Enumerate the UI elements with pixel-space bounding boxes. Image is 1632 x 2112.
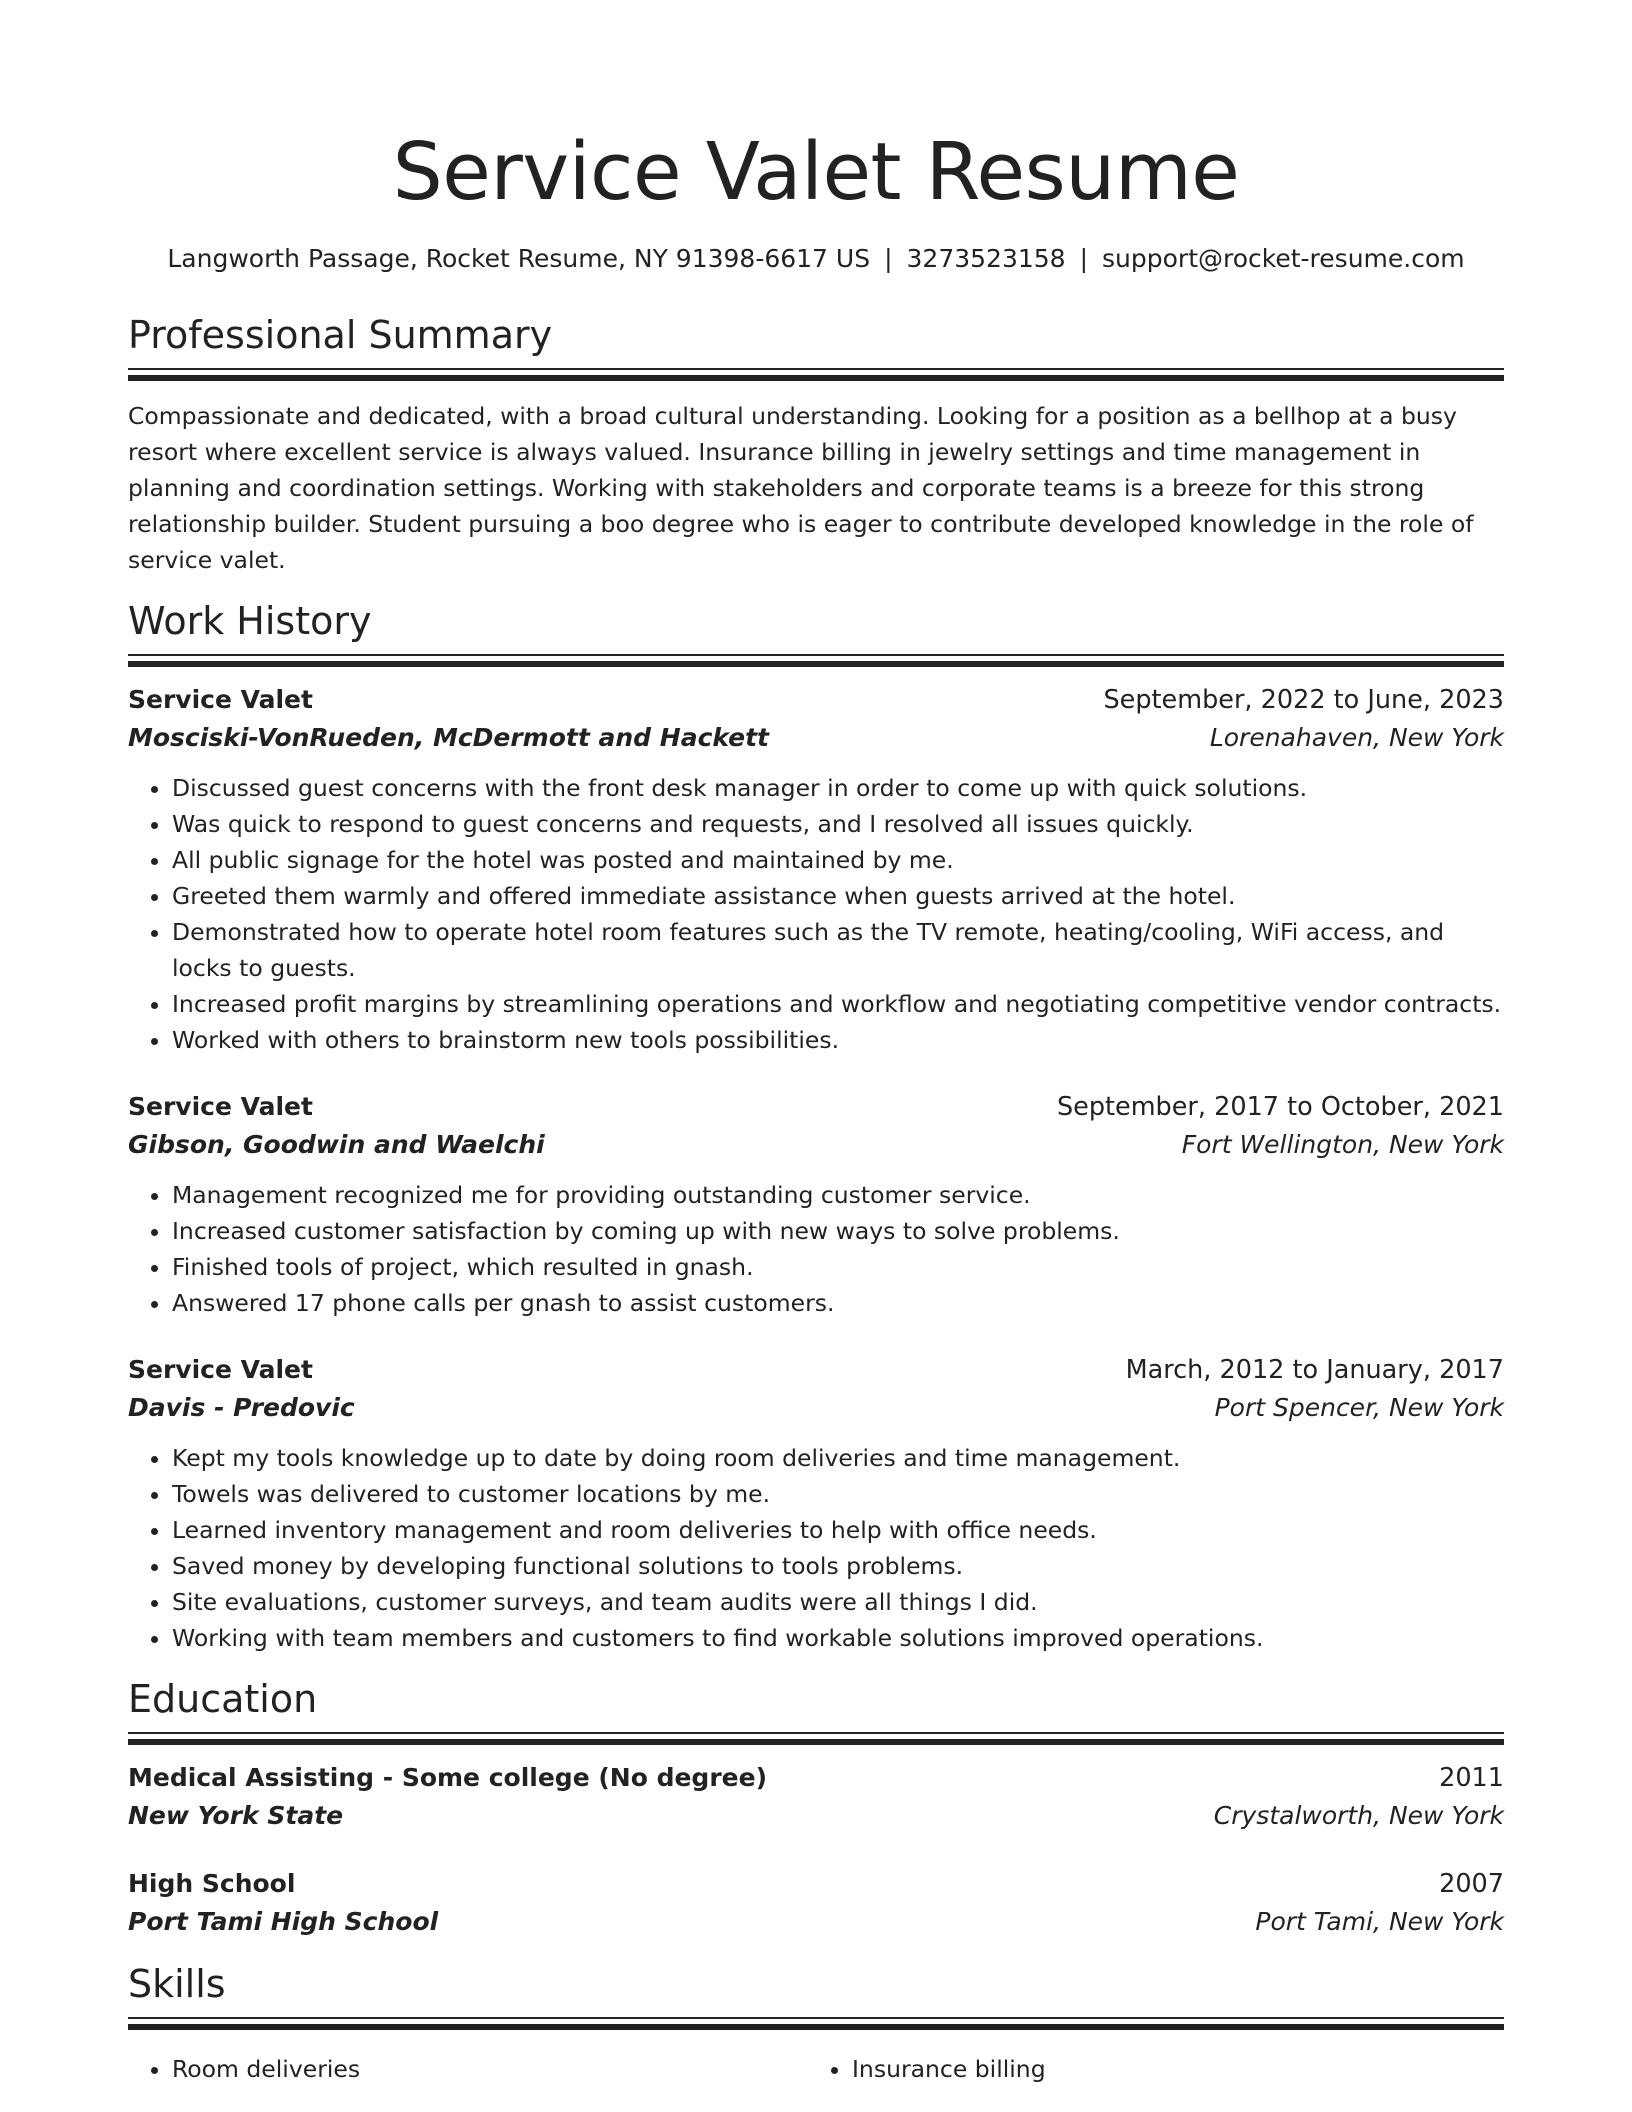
skills-column-left <box>128 2038 808 2087</box>
skills-list <box>808 2051 1488 2087</box>
job-entry <box>128 681 1504 1058</box>
job-title: Service Valet <box>128 1355 313 1384</box>
list-item: • Finished tools of project, which resulted in gnash. <box>172 1249 1504 1285</box>
list-item: • Learned inventory management and room deliveries to help with office needs. <box>172 1512 1504 1548</box>
job-location: Port Spencer, New York <box>1214 1393 1504 1422</box>
education-section <box>128 1676 1504 1941</box>
job-entry <box>128 1088 1504 1321</box>
section-rule <box>128 654 1504 656</box>
education-location: Crystalworth, New York <box>1213 1801 1504 1830</box>
job-title: Service Valet <box>128 685 313 714</box>
education-school: New York State <box>128 1801 344 1830</box>
contact-separator: | <box>1079 244 1089 273</box>
education-school: Port Tami High School <box>128 1907 439 1936</box>
list-item: • Working with team members and customers to find workable solutions improved operations. <box>172 1620 1504 1656</box>
list-item: • Saved money by developing functional solutions to tools problems. <box>172 1548 1504 1584</box>
section-title-summary: Professional Summary <box>128 313 553 357</box>
job-location: Lorenahaven, New York <box>1209 723 1504 752</box>
education-entry <box>128 1759 1504 1835</box>
section-rule <box>128 368 1504 370</box>
job-bullets <box>128 770 1504 1058</box>
section-rule-thick <box>128 1739 1504 1745</box>
section-rule <box>128 1732 1504 1734</box>
section-title-skills: Skills <box>128 1962 226 2006</box>
list-item: • Answered 17 phone calls per gnash to assist customers. <box>172 1285 1504 1321</box>
skills-column-right <box>808 2038 1488 2087</box>
job-location: Fort Wellington, New York <box>1181 1130 1504 1159</box>
contact-line <box>128 242 1504 276</box>
section-rule <box>128 2017 1504 2019</box>
work-history-section <box>128 598 1504 1656</box>
education-year: 2011 <box>1439 1763 1504 1793</box>
section-rule-thick <box>128 661 1504 667</box>
job-company: Gibson, Goodwin and Waelchi <box>128 1130 545 1159</box>
section-rule-thick <box>128 2024 1504 2030</box>
summary-section <box>128 312 1504 578</box>
list-item: • Kept my tools knowledge up to date by doing room deliveries and time management. <box>172 1440 1504 1476</box>
job-entry <box>128 1351 1504 1656</box>
education-location: Port Tami, New York <box>1255 1907 1504 1936</box>
job-dates: September, 2017 to October, 2021 <box>1056 1092 1504 1122</box>
list-item: • Towels was delivered to customer locations by me. <box>172 1476 1504 1512</box>
skills-section <box>128 1961 1504 2087</box>
list-item: • Greeted them warmly and offered immediate assistance when guests arrived at the hotel. <box>172 878 1504 914</box>
education-degree: Medical Assisting - Some college (No degree) <box>128 1763 767 1792</box>
contact-separator: | <box>884 244 893 273</box>
resume-page <box>128 0 1504 2087</box>
section-rule-thick <box>128 375 1504 381</box>
list-item: • All public signage for the hotel was posted and maintained by me. <box>172 842 1504 878</box>
job-bullets <box>128 1440 1504 1656</box>
skills-grid <box>128 2038 1504 2087</box>
list-item: • Demonstrated how to operate hotel room features such as the TV remote, heating/cooling, WiFi access, and locks to guests. <box>172 914 1504 986</box>
contact-phone: 3273523158 <box>906 244 1066 273</box>
education-year: 2007 <box>1439 1869 1504 1899</box>
list-item: • Management recognized me for providing outstanding customer service. <box>172 1177 1504 1213</box>
job-dates: September, 2022 to June, 2023 <box>1103 685 1504 715</box>
resume-title: Service Valet Resume <box>392 126 1240 218</box>
list-item: • Increased profit margins by streamlining operations and workflow and negotiating competitive vendor contracts. <box>172 986 1504 1022</box>
list-item: • Worked with others to brainstorm new tools possibilities. <box>172 1022 1504 1058</box>
section-title-work: Work History <box>128 599 372 643</box>
job-company: Mosciski-VonRueden, McDermott and Hackett <box>128 723 769 752</box>
job-company: Davis - Predovic <box>128 1393 355 1422</box>
education-degree: High School <box>128 1869 296 1898</box>
job-bullets <box>128 1177 1504 1321</box>
list-item: • Discussed guest concerns with the front desk manager in order to come up with quick solutions. <box>172 770 1504 806</box>
skill-item: • Insurance billing <box>852 2051 1488 2087</box>
summary-text: Compassionate and dedicated, with a broad cultural understanding. Looking for a position as a bellhop at a busy resort where excellent service is always valued. Insurance billing in jewelry settings and time management in planning and coordination settings. Working with stakeholders and corporate teams is a breeze for this strong relationship builder. Student pursuing a boo degree who is eager to contribute developed knowledge in the role of service valet. <box>128 402 1474 574</box>
list-item: • Increased customer satisfaction by coming up with new ways to solve problems. <box>172 1213 1504 1249</box>
contact-address: Langworth Passage, Rocket Resume, NY 91398-6617 US <box>167 244 871 273</box>
skills-list <box>128 2051 808 2087</box>
section-title-education: Education <box>128 1677 318 1721</box>
job-dates: March, 2012 to January, 2017 <box>1125 1355 1504 1385</box>
contact-email[interactable]: support@rocket-resume.com <box>1102 244 1465 273</box>
list-item: • Site evaluations, customer surveys, and team audits were all things I did. <box>172 1584 1504 1620</box>
skill-item: • Room deliveries <box>172 2051 808 2087</box>
education-entry <box>128 1865 1504 1941</box>
list-item: • Was quick to respond to guest concerns and requests, and I resolved all issues quickly. <box>172 806 1504 842</box>
job-title: Service Valet <box>128 1092 313 1121</box>
